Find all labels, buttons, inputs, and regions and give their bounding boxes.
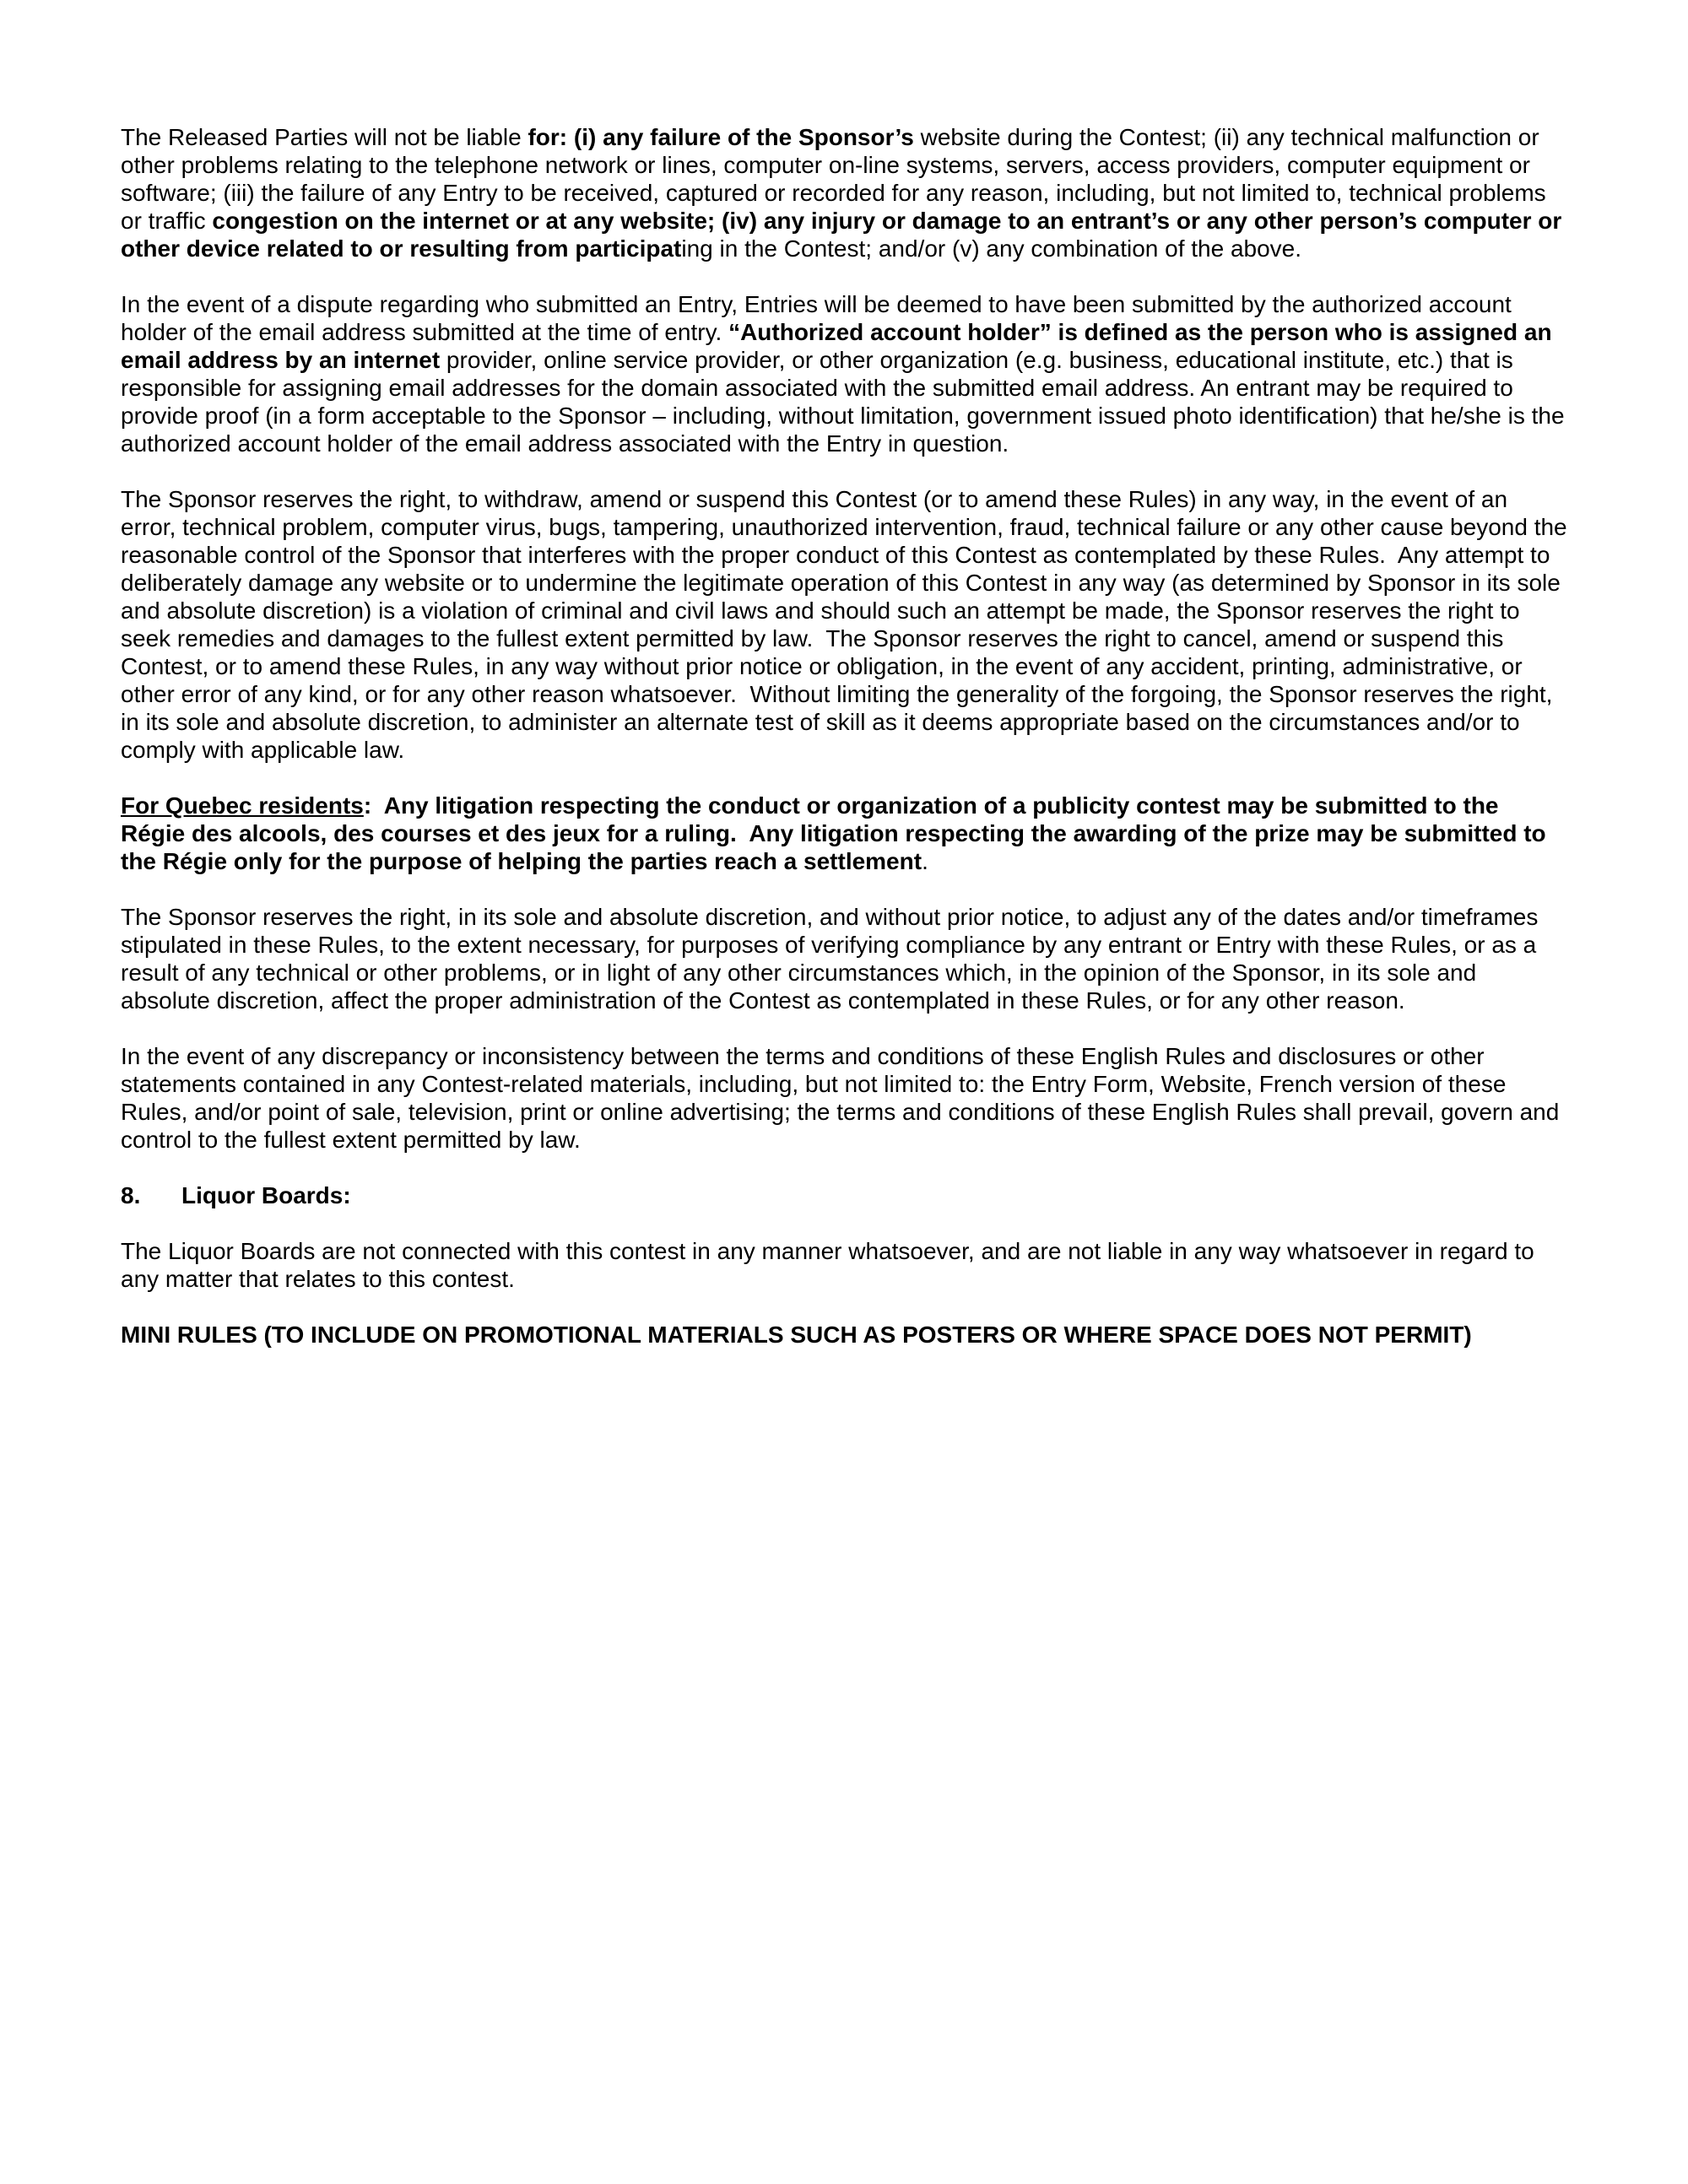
text-run-bold-underline: For Quebec residents — [121, 792, 364, 819]
paragraph-sponsor-withdraw — [121, 485, 1574, 764]
text-run-bold: : Any litigation respecting the conduct or organization of a publicity contest may be submitted to the Régie des alcools, des courses et des jeux for a ruling. Any litigation respecting the awarding of the prize may be submitted to the Régie only for the purpose of helping the parties reach a settlement — [121, 792, 1553, 874]
text-run-bold: congestion on the internet or at any website; (iv) any injury or damage to an entrant’s or any other person’s computer or other device related to or resulting from participat — [121, 208, 1569, 262]
text-run-bold: for: (i) any failure of the Sponsor’s — [528, 124, 914, 150]
text-run: In the event of a dispute regarding who submitted an Entry, Entries will be deemed to have been submitted by the authorized account holder of the email address submitted at the time of entry. — [121, 291, 1518, 345]
text-run: . — [922, 848, 928, 874]
text-run: The Liquor Boards are not connected with this contest in any manner whatsoever, and are not liable in any way whatsoever in regard to any matter that relates to this contest. — [121, 1238, 1541, 1292]
paragraph-dispute-entries — [121, 290, 1572, 457]
text-run-bold: MINI RULES (TO INCLUDE ON PROMOTIONAL MATERIALS SUCH AS POSTERS OR WHERE SPACE DOES NOT PERMIT) — [121, 1322, 1472, 1348]
text-run: The Sponsor reserves the right, in its sole and absolute discretion, and without prior notice, to adjust any of the dates and/or timeframes stipulated in these Rules, to the extent necessary, for purposes of verifying compliance by any entrant or Entry with these Rules, or as a result of any technical or other problems, or in light of any other circumstances which, in the opinion of the Sponsor, in its sole and absolute discretion, affect the proper administration of the Contest as contemplated in these Rules, or for any other reason. — [121, 904, 1545, 1014]
heading-mini-rules — [121, 1321, 1567, 1349]
paragraph-adjust-dates — [121, 903, 1567, 1014]
heading-liquor-boards — [121, 1181, 1567, 1209]
text-run-bold: “Authorized account holder” is defined as the person who is assigned an email address by an internet — [121, 319, 1559, 373]
paragraph-liquor-boards — [121, 1237, 1567, 1293]
section-title: Liquor Boards: — [181, 1182, 351, 1208]
paragraph-quebec-residents — [121, 792, 1567, 875]
paragraph-liability — [121, 123, 1567, 262]
text-run: provider, online service provider, or other organization (e.g. business, educational institute, etc.) that is responsible for assigning email addresses for the domain associated with the submitted email address. An entrant may be required to provide proof (in a form acceptable to the Sponsor – including, without limitation, government issued photo identification) that he/she is the authorized account holder of the email address associated with the Entry in question. — [121, 347, 1572, 457]
text-run: ing in the Contest; and/or (v) any combination of the above. — [681, 235, 1302, 262]
text-run: The Released Parties will not be liable — [121, 124, 528, 150]
section-number: 8. — [121, 1182, 141, 1208]
text-run: website during the Contest; (ii) any technical malfunction or other problems relating to the telephone network or lines, computer on-line systems, servers, access providers, computer equipment or software; (iii) the failure of any Entry to be received, captured or recorded for any reason, including, but not limited to, technical problems or traffic — [121, 124, 1553, 234]
paragraph-discrepancy — [121, 1042, 1567, 1154]
text-run: In the event of any discrepancy or inconsistency between the terms and conditions of these English Rules and disclosures or other statements contained in any Contest-related materials, including, but not limited to: the Entry Form, Website, French version of these Rules, and/or point of sale, television, print or online advertising; the terms and conditions of these English Rules shall prevail, govern and control to the fullest extent permitted by law. — [121, 1043, 1566, 1153]
text-run: The Sponsor reserves the right, to withdraw, amend or suspend this Contest (or to amend these Rules) in any way, in the event of an error, technical problem, computer virus, bugs, tampering, unauthorized intervention, fraud, technical failure or any other cause beyond the reasonable control of the Sponsor that interferes with the proper conduct of this Contest as contemplated by these Rules. Any attempt to deliberately damage any website or to undermine the legitimate operation of this Contest in any way (as determined by Sponsor in its sole and absolute discretion) is a violation of criminal and civil laws and should such an attempt be made, the Sponsor reserves the right to seek remedies and damages to the fullest extent permitted by law. The Sponsor reserves the right to cancel, amend or suspend this Contest, or to amend these Rules, in any way without prior notice or obligation, in the event of any accident, printing, administrative, or other error of any kind, or for any other reason whatsoever. Without limiting the generality of the forgoing, the Sponsor reserves the right, in its sole and absolute discretion, to administer an alternate test of skill as it deems appropriate based on the circumstances and/or to comply with applicable law. — [121, 486, 1574, 763]
